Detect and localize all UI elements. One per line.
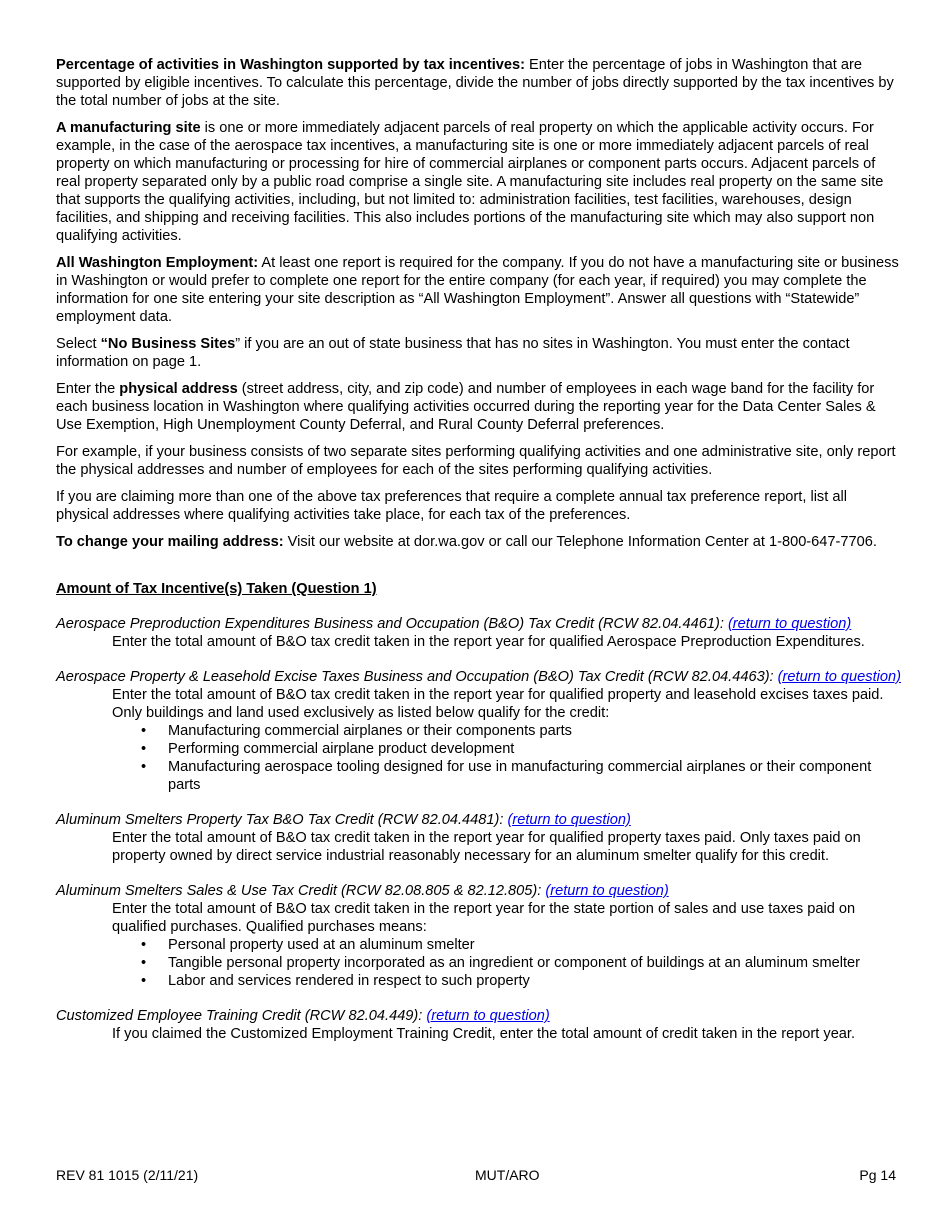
- entry-aluminum-property-tax: [56, 811, 902, 865]
- entry-customized-training: [56, 1007, 902, 1043]
- return-to-question-link[interactable]: (return to question): [426, 1008, 550, 1024]
- form-number: REV 81 1015 (2/11/21): [56, 1167, 199, 1183]
- term-label: “No Business Sites: [100, 336, 236, 352]
- entry-body: [56, 1025, 902, 1043]
- paragraph-text: Visit our website at dor.wa.gov or call our Telephone Information Center at 1-800-647-7706.: [283, 534, 877, 550]
- paragraph-text: At least one report is required for the company. If you do not have a manufacturing site or business in Washington or would prefer to complete one report for the entire company (for each year, if required) you may complete the information for one site entering your site description as “All Washington Employment”. Answer all questions with “Statewide” employment data.: [56, 255, 899, 325]
- entry-body: [56, 633, 902, 651]
- entry-body: [56, 900, 902, 990]
- bullet-list: [112, 722, 902, 794]
- claiming-paragraph: If you are claiming more than one of the above tax preferences that require a complete annual tax preference report, list all physical addresses where qualifying activities take place, for each tax of the preferences.: [56, 489, 847, 523]
- page-number: Pg 14: [859, 1167, 896, 1183]
- bullet-list: [112, 936, 902, 990]
- division-code: MUT/ARO: [475, 1167, 540, 1183]
- term-label: Percentage of activities in Washington supported by tax incentives:: [56, 57, 525, 73]
- entry-body: [56, 686, 902, 794]
- entry-title: [56, 811, 902, 829]
- paragraph-text: (street address, city, and zip code) and number of employees in each wage band for the facility for each business location in Washington where qualifying activities occurred during the reporting year for the Data Center Sales & Use Exemption, High Unemployment County Deferral, and Rural County Deferral preferences.: [56, 381, 876, 433]
- example-paragraph: For example, if your business consists of two separate sites performing qualifying activities and one administrative site, only report the physical addresses and number of employees for each of the sites performing qualifying activities.: [56, 444, 896, 478]
- entry-body-text: If you claimed the Customized Employment Training Credit, enter the total amount of credit taken in the report year.: [112, 1026, 856, 1042]
- entry-title: [56, 1007, 902, 1025]
- list-item: • Manufacturing commercial airplanes or their components parts: [168, 722, 902, 740]
- term-label: To change your mailing address:: [56, 534, 284, 550]
- no-business-sites-paragraph: [56, 335, 902, 371]
- entry-aerospace-property: [56, 668, 902, 794]
- section-title: Amount of Tax Incentive(s) Taken (Question 1): [56, 581, 377, 597]
- physical-address-paragraph: [56, 380, 902, 434]
- return-to-question-link[interactable]: (return to question): [727, 616, 852, 632]
- entry-title-text: Customized Employee Training Credit (RCW 82.04.449):: [56, 1008, 427, 1024]
- paragraph-text: Enter the: [56, 381, 120, 397]
- entry-title-text: Aluminum Smelters Sales & Use Tax Credit (RCW 82.08.805 & 82.12.805):: [56, 883, 546, 899]
- return-to-question-link[interactable]: (return to question): [507, 812, 631, 828]
- term-label: A manufacturing site: [56, 120, 201, 136]
- entry-body-text: Enter the total amount of B&O tax credit taken in the report year for qualified property taxes paid. Only taxes paid on property owned by direct service industrial reasonably necessary for an aluminum smelter qualify for this credit.: [112, 830, 861, 864]
- entry-title: [56, 615, 902, 633]
- entry-title: [56, 668, 902, 686]
- intro-paragraph-all-employment: [56, 254, 902, 326]
- entry-body: [56, 829, 902, 865]
- entry-body-text: Enter the total amount of B&O tax credit taken in the report year for qualified Aerospace Preproduction Expenditures.: [112, 634, 865, 650]
- list-item: • Personal property used at an aluminum smelter: [168, 936, 902, 954]
- paragraph-text: Select: [56, 336, 101, 352]
- mailing-address-paragraph: [56, 533, 902, 551]
- entry-title-text: Aluminum Smelters Property Tax B&O Tax Credit (RCW 82.04.4481):: [56, 812, 508, 828]
- entry-title-text: Aerospace Property & Leasehold Excise Taxes Business and Occupation (B&O) Tax Credit (RCW 82.04.4463):: [56, 669, 778, 685]
- entry-aluminum-sales-use: [56, 882, 902, 990]
- paragraph-text: is one or more immediately adjacent parcels of real property on which the applicable activity occurs. For example, in the case of the aerospace tax incentives, a manufacturing site is one or more immediately adjacent parcels of real property on which manufacturing or processing for hire of commercial airplanes or component parts occurs. Adjacent parcels of real property separated only by a public road comprise a single site. A manufacturing site includes real property on the same site that supports the qualifying activities, including, but not limited to: administration facilities, test facilities, warehouses, design facilities, and shipping and receiving facilities. This also includes portions of the manufacturing site which may also support non qualifying activities.: [56, 120, 884, 244]
- list-item: • Labor and services rendered in respect to such property: [168, 972, 902, 990]
- list-item: • Manufacturing aerospace tooling designed for use in manufacturing commercial airplanes or their component parts: [168, 758, 902, 794]
- list-item: • Performing commercial airplane product development: [168, 740, 902, 758]
- intro-paragraph-percentage: [56, 56, 902, 110]
- term-label: All Washington Employment:: [56, 255, 259, 271]
- paragraph-text: ” if you are an out of state business that has no sites in Washington. You must enter the contact information on page 1.: [56, 336, 850, 370]
- entry-title-text: Aerospace Preproduction Expenditures Business and Occupation (B&O) Tax Credit (RCW 82.04.4461):: [56, 616, 728, 632]
- paragraph-text: Enter the percentage of jobs in Washington that are supported by eligible incentives. To calculate this percentage, divide the number of jobs directly supported by the tax incentives by the total number of jobs at the site.: [56, 57, 894, 109]
- list-item: • Tangible personal property incorporated as an ingredient or component of buildings at an aluminum smelter: [168, 954, 902, 972]
- entry-aerospace-preproduction: [56, 615, 902, 651]
- entry-title: [56, 882, 902, 900]
- return-to-question-link[interactable]: (return to question): [777, 669, 901, 685]
- entry-body-text: Enter the total amount of B&O tax credit taken in the report year for qualified property and leasehold excises taxes paid. Only buildings and land used exclusively as listed below qualify for the credit:: [112, 687, 884, 721]
- document-page: [56, 56, 902, 1060]
- intro-paragraph-manufacturing-site: [56, 119, 902, 245]
- return-to-question-link[interactable]: (return to question): [545, 883, 669, 899]
- term-label: physical address: [119, 381, 238, 397]
- entry-body-text: Enter the total amount of B&O tax credit taken in the report year for the state portion of sales and use taxes paid on qualified purchases. Qualified purchases means:: [112, 901, 856, 935]
